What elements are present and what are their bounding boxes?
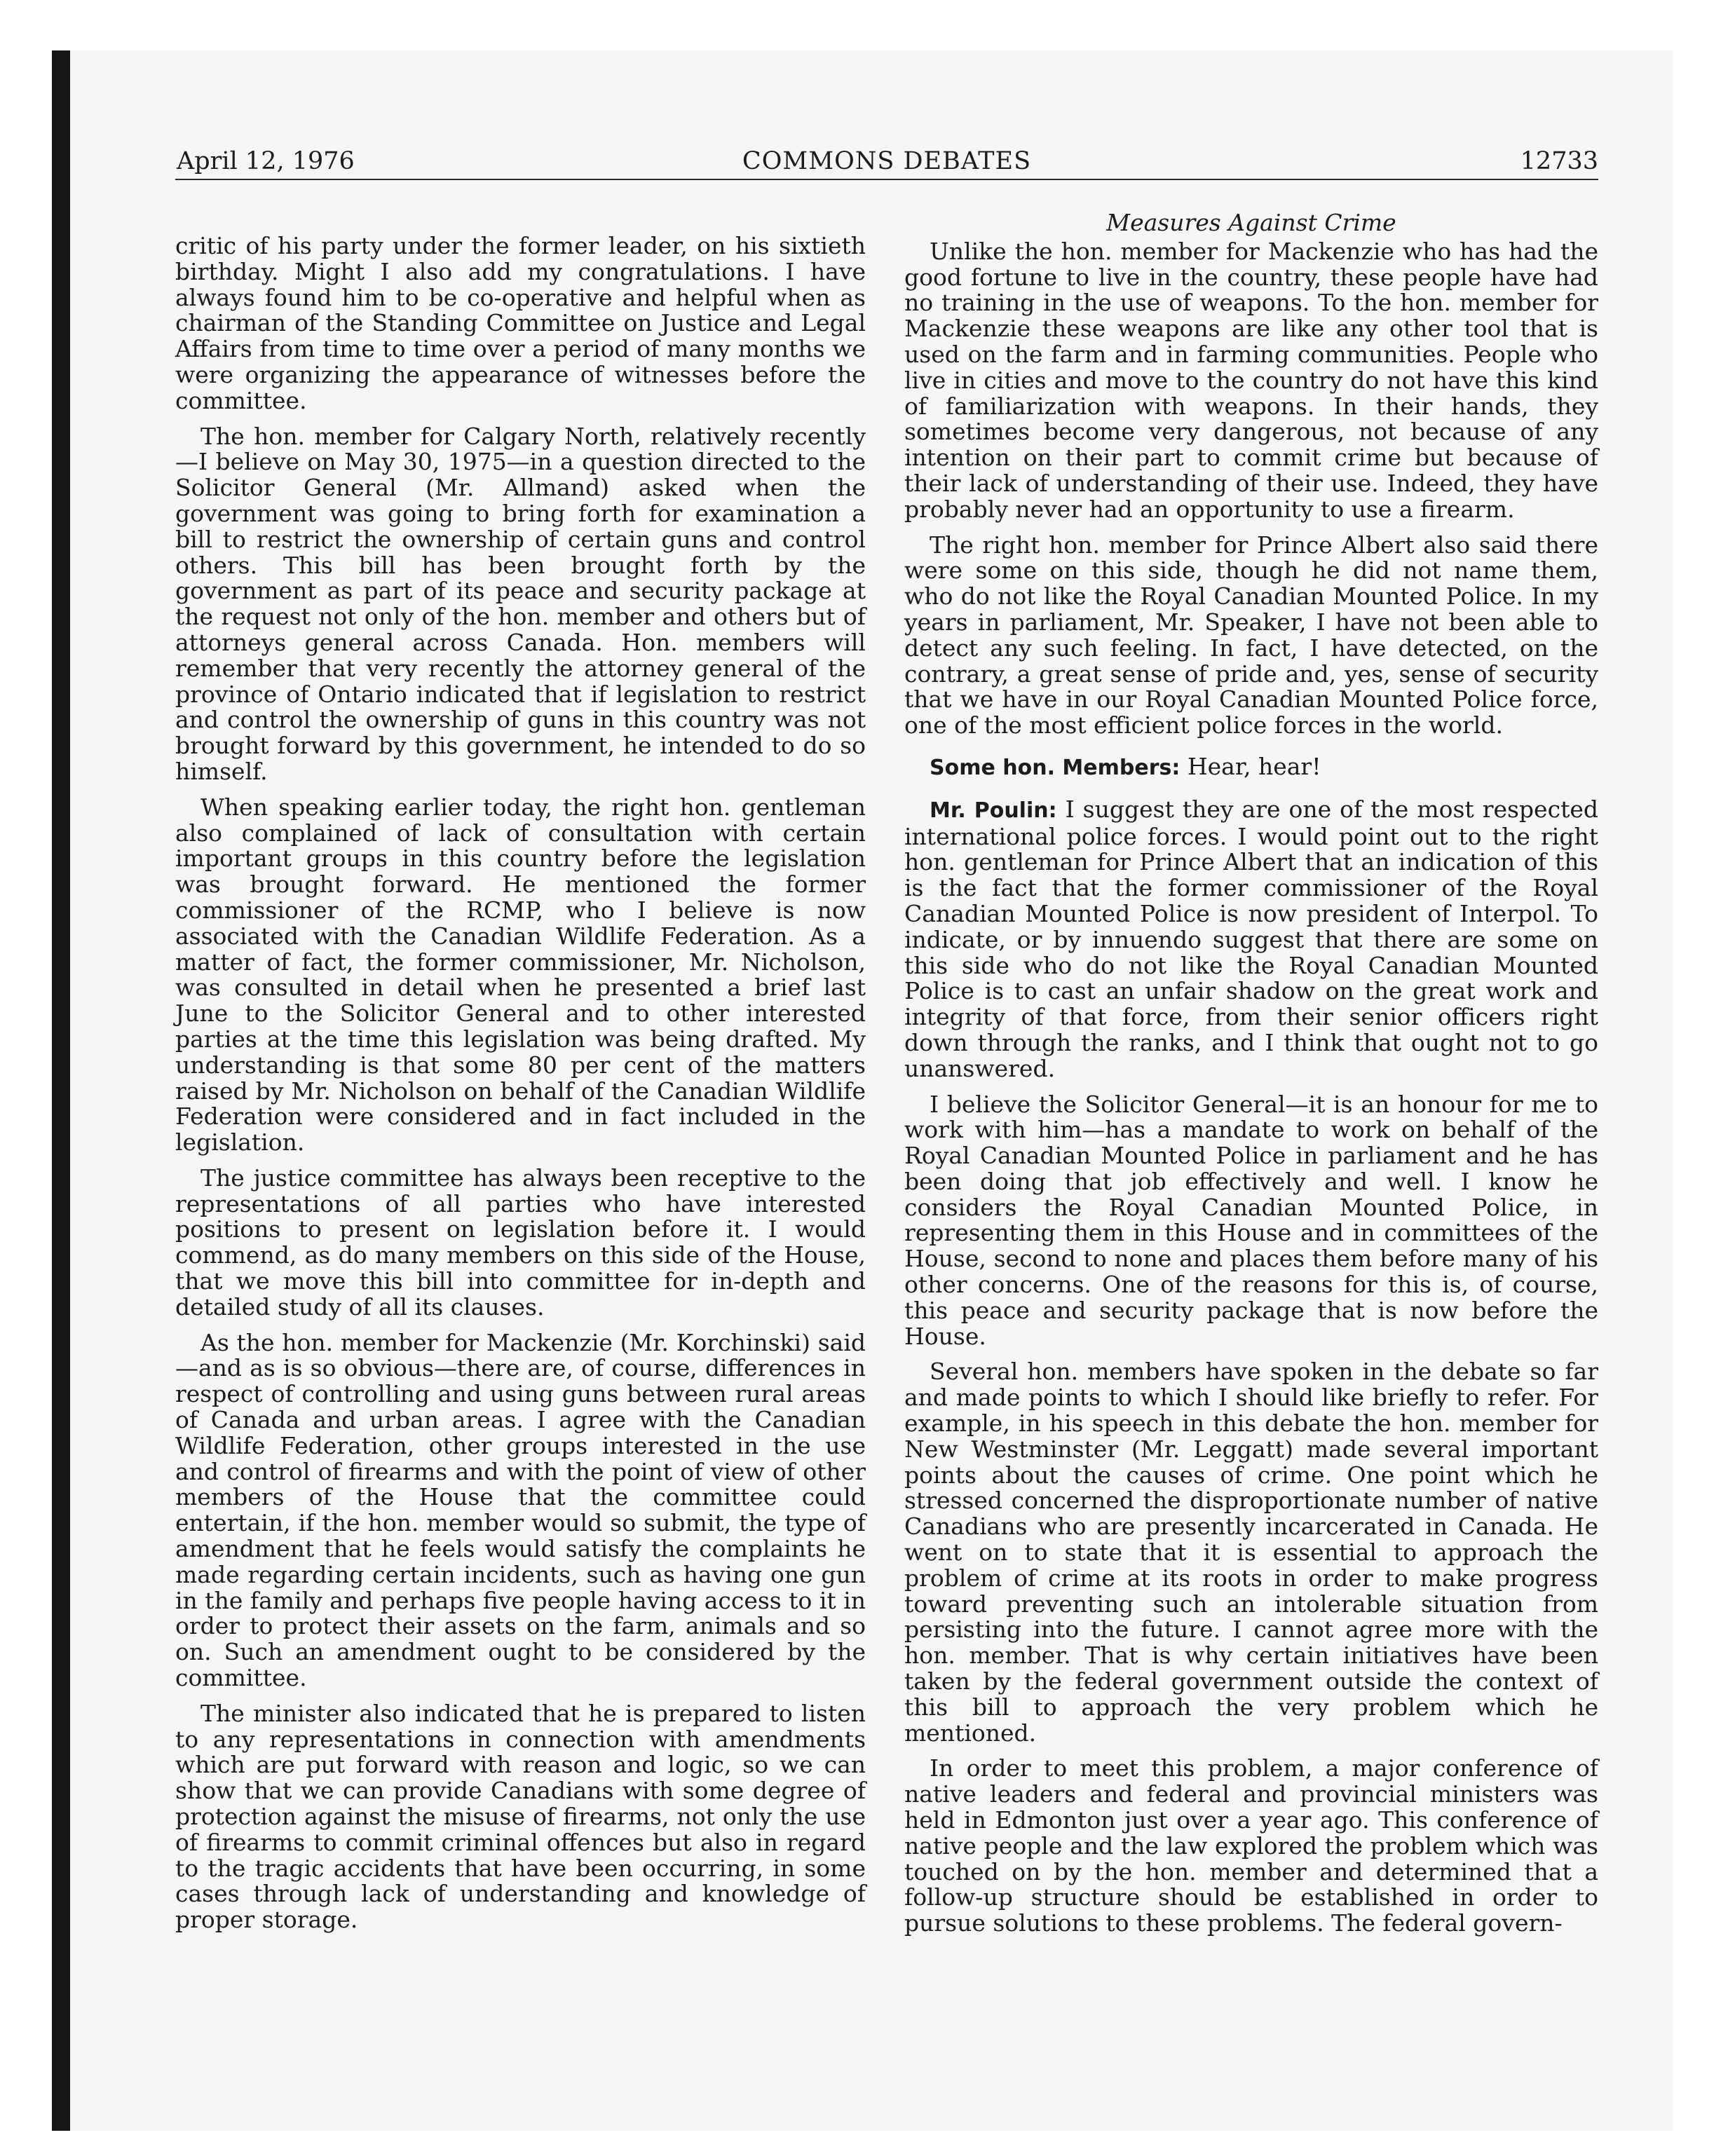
- speech-text: I suggest they are one of the most respected international police forces. I would point out to the right hon. gentleman for Prince Albert that an indication of this is the fact that the former commissioner of the Royal Canadian Mounted Police is now president of Interpol. To indicate, or by innuendo suggest that there are some on this side who do not like the Royal Canadian Mounted Police is to cast an unfair shadow on the great work and integrity of that force, from their senior officers right down through the ranks, and I think that ought not to go unanswered.: [904, 795, 1598, 1082]
- interjection-text: Hear, hear!: [1180, 752, 1321, 780]
- paragraph: critic of his party under the former leader, on his sixtieth birthday. Might I also add my congratulations. I have always found him to be co-operative and helpful when as chairman of the Standing Committee on Justice and Legal Affairs from time to time over a period of many months we were organizing the appearance of witnesses before the committee.: [175, 232, 866, 414]
- header-page-number: 12733: [1520, 147, 1598, 175]
- right-column: [904, 210, 1598, 1946]
- paragraph: The right hon. member for Prince Albert also said there were some on this side, though he did not name them, who do not like the Royal Canadian Mounted Police. In my years in parliament, Mr. Speaker, I have not been able to detect any such feeling. In fact, I have detected, on the contrary, a great sense of pride and, yes, sense of security that we have in our Royal Canadian Mounted Police force, one of the most efficient police forces in the world.: [904, 531, 1598, 739]
- left-column: [175, 233, 866, 1943]
- header-journal-title: COMMONS DEBATES: [742, 147, 1032, 175]
- running-head: [175, 144, 1598, 180]
- speaker-name: Some hon. Members:: [930, 755, 1181, 780]
- paragraph: When speaking earlier today, the right hon. gentleman also complained of lack of consultation with certain important groups in this country before the legislation was brought forward. He mentioned the former commissioner of the RCMP, who I believe is now associated with the Canadian Wildlife Federation. As a matter of fact, the former commissioner, Mr. Nicholson, was consulted in detail when he presented a brief last June to the Solicitor General and to other interested parties at the time this legislation was being drafted. My understanding is that some 80 per cent of the matters raised by Mr. Nicholson on behalf of the Canadian Wildlife Federation were considered and in fact included in the legislation.: [175, 793, 866, 1157]
- paragraph: The hon. member for Calgary North, relatively recently—I believe on May 30, 1975—in a question directed to the Solicitor General (Mr. Allmand) asked when the government was going to bring forth for examination a bill to restrict the ownership of certain guns and control others. This bill has been brought forth by the government as part of its peace and security package at the request not only of the hon. member and others but of attorneys general across Canada. Hon. members will remember that very recently the attorney general of the province of Ontario indicated that if legislation to restrict and control the ownership of guns in this country was not brought forward by this government, he intended to do so himself.: [175, 422, 866, 785]
- paragraph: As the hon. member for Mackenzie (Mr. Korchinski) said—and as is so obvious—there are, of course, differences in respect of controlling and using guns between rural areas of Canada and urban areas. I agree with the Canadian Wildlife Federation, other groups interested in the use and control of firearms and with the point of view of other members of the House that the committee could entertain, if the hon. member would so submit, the type of amendment that he feels would satisfy the complaints he made regarding certain incidents, such as having one gun in the family and perhaps five people having access to it in order to protect their assets on the farm, animals and so on. Such an amendment ought to be considered by the committee.: [175, 1328, 866, 1692]
- paragraph: I believe the Solicitor General—it is an honour for me to work with him—has a mandate to work on behalf of the Royal Canadian Mounted Police in parliament and he has been doing that job effectively and well. I know he considers the Royal Canadian Mounted Police, in representing them in this House and in committees of the House, second to none and places them before many of his other concerns. One of the reasons for this is, of course, this peace and security package that is now before the House.: [904, 1090, 1598, 1350]
- section-title: Measures Against Crime: [1106, 209, 1396, 236]
- speaker-name: Mr. Poulin:: [930, 798, 1057, 823]
- speech: [904, 797, 1598, 1082]
- header-date: April 12, 1976: [177, 147, 355, 175]
- interjection: [904, 754, 1598, 782]
- paragraph: In order to meet this problem, a major conference of native leaders and federal and provincial ministers was held in Edmonton just over a year ago. This conference of native people and the law explored the problem which was touched on by the hon. member and determined that a follow-up structure should be established in order to pursue solutions to these problems. The federal govern-: [904, 1754, 1598, 1937]
- scan-edge: [52, 50, 70, 2131]
- paragraph: Several hon. members have spoken in the debate so far and made points to which I should like briefly to refer. For example, in his speech in this debate the hon. member for New Westminster (Mr. Leggatt) made several important points about the causes of crime. One point which he stressed concerned the disproportionate number of native Canadians who are presently incarcerated in Canada. He went on to state that it is essential to approach the problem of crime at its roots in order to make progress toward preventing such an intolerable situation from persisting into the future. I cannot agree more with the hon. member. That is why certain initiatives have been taken by the federal government outside the context of this bill to approach the very problem which he mentioned.: [904, 1358, 1598, 1747]
- paragraph: The minister also indicated that he is prepared to listen to any representations in connection with amendments which are put forward with reason and logic, so we can show that we can provide Canadians with some degree of protection against the misuse of firearms, not only the use of firearms to commit criminal offences but also in regard to the tragic accidents that have been occurring, in some cases through lack of understanding and knowledge of proper storage.: [175, 1699, 866, 1934]
- paragraph: Unlike the hon. member for Mackenzie who has had the good fortune to live in the country, these people have had no training in the use of weapons. To the hon. member for Mackenzie these weapons are like any other tool that is used on the farm and in farming communities. People who live in cities and move to the country do not have this kind of familiarization with weapons. In their hands, they sometimes become very dangerous, not because of any intention on their part to commit crime but because of their lack of understanding of their use. Indeed, they have probably never had an opportunity to use a firearm.: [904, 237, 1598, 523]
- paragraph: The justice committee has always been receptive to the representations of all parties who have interested positions to present on legislation before it. I would commend, as do many members on this side of the House, that we move this bill into committee for in-depth and detailed study of all its clauses.: [175, 1164, 866, 1321]
